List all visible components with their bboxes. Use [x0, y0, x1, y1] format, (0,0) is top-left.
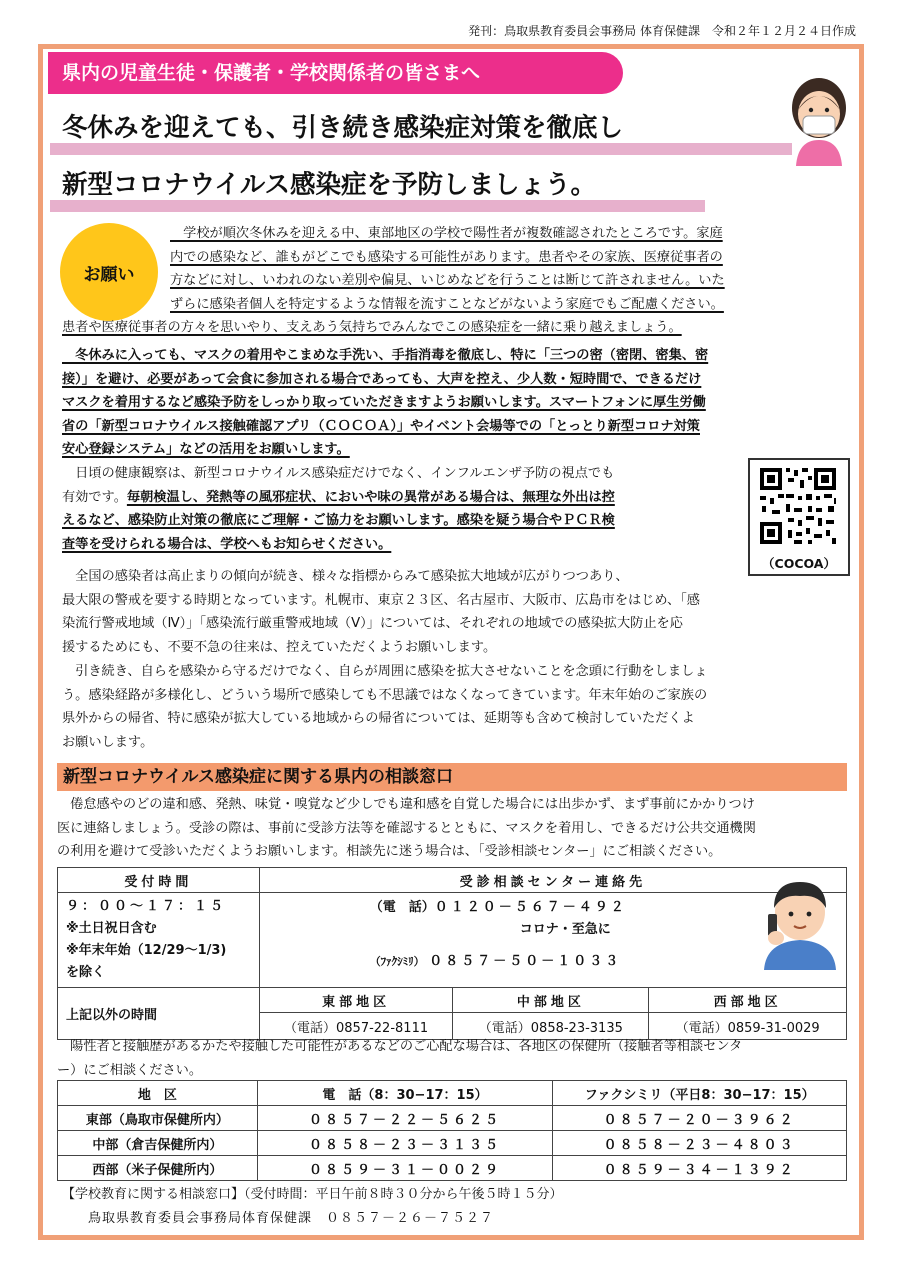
p5-line: お願いします。 [62, 734, 154, 750]
header-consult-center: 受診相談センター連絡先 [259, 868, 846, 893]
consult-line: 医に連絡しましょう。受診の際は、事前に受診方法等を確認するとともに、マスクを着用し、できるだけ公共交通機関 [57, 820, 756, 836]
consult-center-table [57, 867, 847, 1040]
paragraph-1 [62, 222, 842, 340]
contact-note-line: ー）にご相談ください。 [57, 1062, 203, 1078]
p4-line: 援するためにも、不要不急の往来は、控えていただくようお願いします。 [62, 639, 497, 655]
p5-line: 引き続き、自らを感染から守るだけでなく、自らが周囲に感染を拡大させないことを念頭に行動をしましょ [62, 664, 708, 679]
table-row [58, 1156, 847, 1181]
table-row [58, 1131, 847, 1156]
row-phone[interactable]: ０８５８－２３－３１３５ [257, 1131, 553, 1156]
qr-label: （COCOA） [762, 556, 836, 571]
region-west: 西部地区 [649, 988, 847, 1013]
col-region: 地 区 [58, 1081, 258, 1106]
header-reception-time: 受付時間 [58, 868, 260, 893]
reception-hours [58, 893, 260, 988]
contact-note [57, 1035, 857, 1082]
region-central-tel[interactable]: （電話）0858-23-3135 [453, 1013, 649, 1040]
other-hours: 上記以外の時間 [58, 988, 260, 1040]
region-west-tel[interactable]: （電話）0859-31-0029 [649, 1013, 847, 1040]
p4-line: 全国の感染者は高止まりの傾向が続き、様々な指標からみて感染拡大地域が広がりつつあり、 [62, 569, 629, 584]
row-region: 西部（米子保健所内） [58, 1156, 258, 1181]
p5-line: 県外からの帰省、特に感染が拡大している地域からの帰省については、延期等も含めて検討していただくよ [62, 711, 695, 727]
row-fax: ０８５９－３４－１３９２ [553, 1156, 847, 1181]
p3-text: 有効です。 [62, 489, 127, 505]
reception-note: ※土日祝日含む [66, 921, 157, 936]
consult-line: の利用を避けて受診いただくようお願いします。相談先に迷う場合は、「受診相談センター」にご相談ください。 [57, 844, 722, 860]
school-consult-contact[interactable]: 鳥取県教育委員会事務局体育保健課 ０８５７－２６－７５２７ [88, 1211, 495, 1226]
p1-line: 内での感染など、誰もがどこでも感染する可能性があります。患者やその家族、医療従事者の [170, 249, 723, 265]
p3-line: 日頃の健康観察は、新型コロナウイルス感染症だけでなく、インフルエンザ予防の視点でも [62, 466, 615, 481]
title-line-2: 新型コロナウイルス感染症を予防しましょう。 [62, 170, 596, 200]
center-fax: ０８５７－５０－１０３３ [429, 954, 622, 969]
center-tel-alias: コロナ・至急に [519, 922, 611, 937]
p3-emphasis: 毎朝検温し、発熱等の風邪症状、においや味の異常がある場合は、無理な外出は控 [126, 489, 615, 505]
p2-line: 接）」を避け、必要があって会食に参加される場合であっても、大声を控え、少人数・短時間で、できるだけ [62, 371, 702, 387]
paragraph-3 [62, 462, 742, 556]
row-phone[interactable]: ０８５７－２２－５６２５ [257, 1106, 553, 1131]
fax-label: （ﾌｧｸｼﾐﾘ） [369, 955, 425, 968]
p3-line: 査等を受けられる場合は、学校へもお知らせください。 [62, 536, 392, 552]
cocoa-qr-code[interactable] [748, 458, 850, 576]
consult-paragraph [57, 793, 857, 864]
row-region: 東部（鳥取市保健所内） [58, 1106, 258, 1131]
school-consult-window: 【学校教育に関する相談窓口】（受付時間：平日午前８時３０分から午後５時１５分） [62, 1187, 563, 1202]
contact-note-line: 陽性者と接触歴があるかたや接触した可能性があるなどのご心配な場合は、各地区の保健所（接触者等相談センタ [57, 1039, 743, 1054]
p2-line: 冬休みに入っても、マスクの着用やこまめな手洗い、手指消毒を徹底し、特に「三つの密（密閉、密集、密 [62, 348, 709, 363]
consult-heading: 新型コロナウイルス感染症に関する県内の相談窓口 [57, 763, 847, 791]
phone-boy-illustration [758, 874, 842, 970]
row-region: 中部（倉吉保健所内） [58, 1131, 258, 1156]
reception-hours-main: ９：００～１７：１５ [66, 899, 227, 914]
p2-line: マスクを着用するなど感染予防をしっかり取っていただきますようお願いします。スマートフォンに厚生労働 [62, 395, 706, 411]
p1-line: 患者や医療従事者の方々を思いやり、支えあう気持ちでみんなでこの感染症を一緒に乗り越えましょう。 [62, 320, 682, 336]
row-fax: ０８５８－２３－４８０３ [553, 1131, 847, 1156]
paragraph-5 [62, 660, 842, 754]
col-phone: 電 話（8：30−17：15） [257, 1081, 553, 1106]
table-row [58, 1106, 847, 1131]
col-fax: ファクシミリ（平日8：30−17：15） [553, 1081, 847, 1106]
paragraph-4 [62, 565, 842, 659]
p3-line: えるなど、感染防止対策の徹底にご理解・ご協力をお願いします。感染を疑う場合やＰＣＲ検 [62, 513, 615, 529]
p1-line: 方などに対し、いわれのない差別や偏見、いじめなどを行うことは断じて許されません。いた [170, 273, 725, 289]
region-east-tel[interactable]: （電話）0857-22-8111 [259, 1013, 453, 1040]
p1-line: 学校が順次冬休みを迎える中、東部地区の学校で陽性者が複数確認されたところです。家庭 [170, 226, 723, 241]
audience-banner: 県内の児童生徒・保護者・学校関係者の皆さまへ [48, 52, 623, 94]
health-center-table [57, 1080, 847, 1181]
region-east: 東部地区 [259, 988, 453, 1013]
tel-label: （電 話） [369, 900, 435, 915]
qr-code-icon [750, 460, 848, 552]
p4-line: 染流行警戒地域（Ⅳ）」「感染流行厳重警戒地域（Ⅴ）」については、それぞれの地域での感染拡大防止を応 [62, 616, 683, 632]
paragraph-2 [62, 344, 842, 462]
request-badge: お願い [60, 223, 158, 321]
issuer-line: 発刊：鳥取県教育委員会事務局 体育保健課 令和２年１２月２４日作成 [468, 24, 856, 38]
reception-note: を除く [66, 965, 106, 980]
p3-line [62, 486, 742, 510]
p1-line: ずらに感染者個人を特定するような情報を流すことなどがないよう家庭でもご配慮ください。 [170, 296, 724, 312]
p4-line: 最大限の警戒を要する時期となっています。札幌市、東京２３区、名古屋市、大阪市、広島市をはじめ、「感 [62, 592, 700, 608]
center-tel[interactable]: ０１２０－５６７－４９２ [434, 900, 627, 915]
region-central: 中部地区 [453, 988, 649, 1013]
p5-line: う。感染経路が多様化し、どういう場所で感染しても不思議ではなくなってきています。年末年始のご家族の [62, 687, 708, 703]
reception-note: ※年末年始（12/29～1/3) [66, 943, 227, 958]
title-line-1: 冬休みを迎えても、引き続き感染症対策を徹底し [62, 113, 624, 143]
consult-line: 倦怠感やのどの違和感、発熱、味覚・嗅覚など少しでも違和感を自覚した場合には出歩かず、まず事前にかかりつけ [57, 797, 755, 812]
row-fax: ０８５７－２０－３９６２ [553, 1106, 847, 1131]
row-phone[interactable]: ０８５９－３１－００２９ [257, 1156, 553, 1181]
p2-line: 省の「新型コロナウイルス接触確認アプリ（ＣＯＣＯＡ）」やイベント会場等での「とっとり新型コロナ対策 [62, 418, 700, 434]
p2-line: 安心登録システム」などの活用をお願いします。 [62, 442, 350, 458]
masked-girl-illustration [786, 70, 852, 166]
